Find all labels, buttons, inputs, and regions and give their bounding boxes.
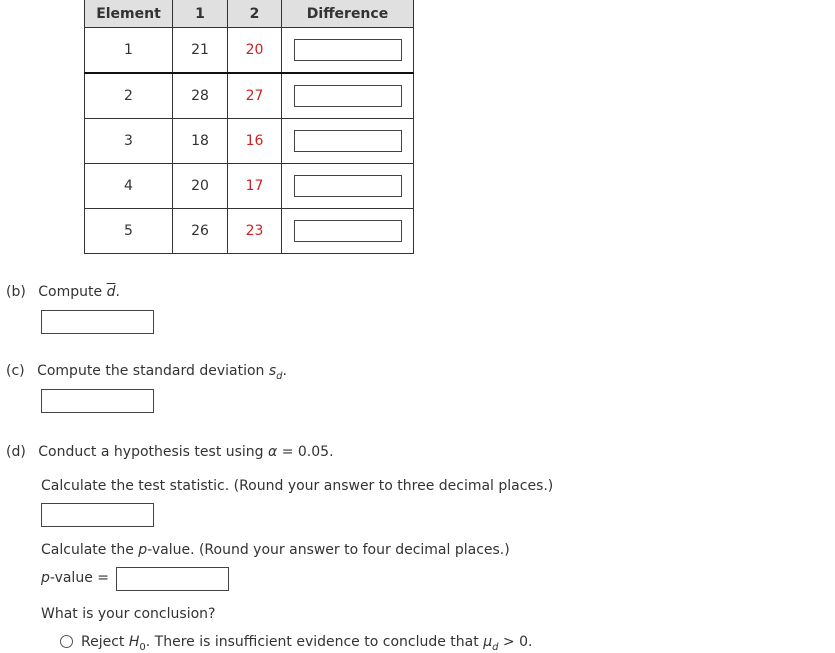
alpha-symbol: α bbox=[268, 444, 278, 460]
part-c-text: Compute the standard deviation bbox=[37, 363, 265, 379]
part-b-tag: (b) bbox=[6, 284, 26, 300]
pvalue-prompt-pre: Calculate the bbox=[41, 542, 134, 558]
s-subscript: d bbox=[276, 370, 283, 382]
part-b-text: Compute bbox=[38, 284, 103, 300]
part-d-question bbox=[6, 444, 334, 460]
test-stat-prompt: Calculate the test statistic. (Round your answer to three decimal places.) bbox=[41, 478, 554, 494]
difference-cell bbox=[282, 119, 414, 164]
s-symbol: s bbox=[268, 363, 277, 379]
part-d-tag: (d) bbox=[6, 444, 26, 460]
pvalue-label-p: p bbox=[41, 570, 50, 586]
value1-cell: 18 bbox=[173, 119, 228, 164]
difference-input-5[interactable] bbox=[294, 220, 402, 242]
part-c-tag: (c) bbox=[6, 363, 25, 379]
pvalue-prompt-post: -value. (Round your answer to four decimal places.) bbox=[147, 542, 510, 558]
table-header-row bbox=[85, 0, 414, 28]
value1-cell: 21 bbox=[173, 28, 228, 74]
header-2: 2 bbox=[228, 0, 282, 28]
table-row bbox=[85, 73, 414, 119]
conclusion-prompt: What is your conclusion? bbox=[41, 606, 216, 622]
pvalue-input[interactable] bbox=[116, 567, 229, 591]
header-1: 1 bbox=[173, 0, 228, 28]
d-bar-input[interactable] bbox=[41, 310, 154, 334]
std-dev-input[interactable] bbox=[41, 389, 154, 413]
option1-mid: . There is insufficient evidence to conclude that bbox=[145, 634, 479, 650]
value2-cell: 27 bbox=[228, 73, 282, 119]
mu-subscript: d bbox=[492, 641, 499, 653]
header-element: Element bbox=[85, 0, 173, 28]
alpha-value: = 0.05. bbox=[281, 444, 334, 460]
part-c-end: . bbox=[282, 363, 287, 379]
table-row bbox=[85, 209, 414, 254]
conclusion-option-1-radio[interactable] bbox=[60, 635, 73, 648]
option1-post: > 0. bbox=[502, 634, 533, 650]
value1-cell: 26 bbox=[173, 209, 228, 254]
difference-cell bbox=[282, 28, 414, 74]
value1-cell: 20 bbox=[173, 164, 228, 209]
d-bar-symbol: $\overline{d}$ bbox=[106, 284, 116, 300]
part-c-question bbox=[6, 363, 287, 382]
test-statistic-input[interactable] bbox=[41, 503, 154, 527]
element-cell: 2 bbox=[85, 73, 173, 119]
value2-cell: 16 bbox=[228, 119, 282, 164]
element-cell: 5 bbox=[85, 209, 173, 254]
difference-input-4[interactable] bbox=[294, 175, 402, 197]
value2-cell: 23 bbox=[228, 209, 282, 254]
element-cell: 4 bbox=[85, 164, 173, 209]
difference-cell bbox=[282, 164, 414, 209]
h-subscript: 0 bbox=[139, 641, 146, 653]
h-symbol: H bbox=[128, 634, 140, 650]
mu-symbol: μ bbox=[483, 634, 493, 650]
pvalue-label bbox=[41, 570, 109, 586]
option1-pre: Reject bbox=[81, 634, 125, 650]
pvalue-prompt bbox=[41, 542, 510, 558]
pvalue-prompt-p: p bbox=[138, 542, 148, 558]
part-b-question bbox=[6, 284, 120, 300]
value2-cell: 20 bbox=[228, 28, 282, 74]
element-cell: 3 bbox=[85, 119, 173, 164]
pvalue-label-post: -value = bbox=[49, 570, 109, 586]
difference-input-3[interactable] bbox=[294, 130, 402, 152]
data-table bbox=[84, 0, 414, 254]
value1-cell: 28 bbox=[173, 73, 228, 119]
element-cell: 1 bbox=[85, 28, 173, 74]
difference-cell bbox=[282, 209, 414, 254]
table-row bbox=[85, 164, 414, 209]
difference-input-1[interactable] bbox=[294, 39, 402, 61]
part-d-text: Conduct a hypothesis test using bbox=[38, 444, 264, 460]
table-row bbox=[85, 119, 414, 164]
header-difference: Difference bbox=[282, 0, 414, 28]
part-b-end: . bbox=[115, 284, 120, 300]
value2-cell: 17 bbox=[228, 164, 282, 209]
difference-cell bbox=[282, 73, 414, 119]
conclusion-option-1-label[interactable] bbox=[81, 634, 532, 653]
difference-input-2[interactable] bbox=[294, 85, 402, 107]
table-row bbox=[85, 28, 414, 74]
